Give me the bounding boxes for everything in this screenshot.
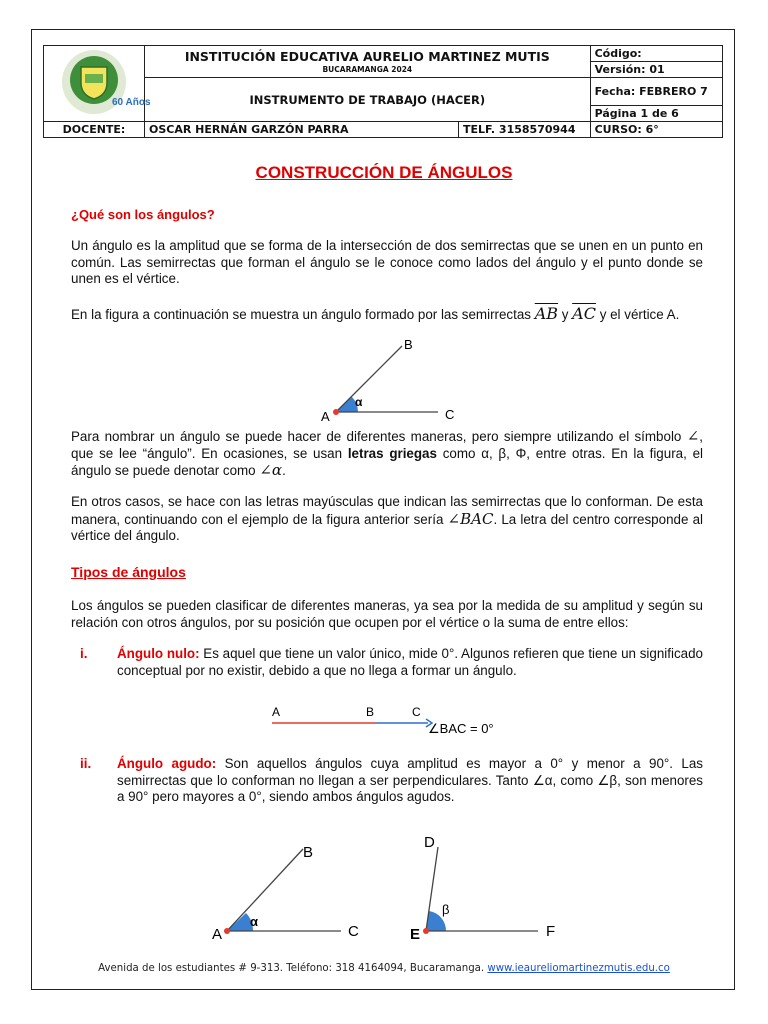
section-heading-types: Tipos de ángulos: [71, 564, 186, 580]
version-cell: Versión: 01: [590, 62, 722, 78]
logo-cell: [44, 46, 151, 122]
figure-acute-beta: [400, 825, 570, 945]
text-fragment: Es aquel que tiene un valor único, mide 0°. Algunos refieren que tiene un significado conceptual por no existir, debido a que no llega a formar un ángulo.: [117, 646, 703, 678]
text-fragment: , que se lee “ángulo”. En ocasiones, se usan: [71, 429, 703, 461]
ray-ab: $\overline{AB}$: [534, 304, 559, 323]
text-fragment: y: [558, 307, 573, 322]
page-cell: Página 1 de 6: [590, 106, 722, 122]
text-fragment: .: [282, 463, 286, 478]
figure-null-angle: [260, 700, 510, 740]
text-fragment: , son menores a 90° pero mayores a 0°, siendo ambos ángulos agudos.: [117, 772, 704, 804]
date-cell: Fecha: FEBRERO 7: [590, 78, 722, 106]
bold-greek-letters: letras griegas: [347, 445, 437, 461]
page-title: CONSTRUCCIÓN DE ÁNGULOS: [255, 163, 513, 182]
label-bac-zero: ∠BAC = 0°: [428, 721, 494, 736]
footer-address: Avenida de los estudiantes # 9-313. Teléfono: 318 4164094, Bucaramanga.: [98, 963, 488, 974]
term-null-angle: Ángulo nulo:: [117, 646, 200, 661]
text-fragment: Para nombrar un ángulo se puede hacer de diferentes maneras, pero siempre utilizando el símbolo: [71, 429, 687, 444]
vertex-point: [224, 928, 230, 934]
code-cell: Código:: [590, 46, 722, 62]
section-heading-what: ¿Qué son los ángulos?: [71, 207, 215, 222]
text-fragment: y el vértice A.: [595, 307, 680, 322]
text-fragment: . La letra del centro corresponde al vértice del ángulo.: [71, 511, 704, 543]
label-a: A: [321, 409, 330, 424]
angle-beta: ∠β: [597, 772, 618, 788]
label-f: F: [546, 923, 556, 940]
institution-name: INSTITUCIÓN EDUCATIVA AURELIO MARTINEZ MUTIS: [184, 49, 550, 64]
ray-ac: $\overline{AC}$: [572, 304, 596, 323]
label-beta: β: [442, 902, 450, 917]
header-table: [43, 45, 723, 138]
phone-cell: TELF. 3158570944: [459, 122, 591, 138]
figure-acute-alpha: [205, 835, 370, 945]
label-alpha: α: [355, 395, 363, 409]
text-fragment: En otros casos, se hace con las letras mayúsculas que indican las semirrectas que lo conforman. De esta manera, continuando con el ejemplo de la figura anterior sería: [71, 494, 703, 527]
paragraph-figure-intro: [71, 306, 703, 324]
term-acute-angle: Ángulo agudo:: [117, 756, 217, 771]
label-d: D: [424, 834, 435, 851]
angle-alpha: ∠α: [532, 772, 553, 788]
label-b: B: [404, 337, 413, 352]
label-c: C: [445, 407, 455, 422]
label-a: A: [272, 705, 281, 719]
list-marker-ii: ii.: [80, 756, 92, 771]
ray-ab-line: [336, 346, 402, 412]
angle-bac: ∠BAC: [447, 509, 494, 528]
institution-cell: [145, 46, 591, 78]
paragraph-naming: [71, 428, 703, 480]
grade-cell: CURSO: 6°: [590, 122, 722, 138]
school-logo-icon: [59, 47, 151, 117]
label-alpha: α: [250, 914, 258, 929]
text-fragment: En la figura a continuación se muestra un ángulo formado por las semirrectas: [71, 307, 535, 322]
angle-symbol: ∠: [686, 427, 700, 445]
logo-label: 60 Años: [112, 97, 151, 108]
vertex-point: [423, 928, 429, 934]
label-b: B: [366, 705, 375, 719]
label-e: E: [410, 926, 421, 943]
text-fragment: Son aquellos ángulos cuya amplitud es mayor a 0° y menor a 90°. Las semirrectas que lo conforman no llegan a ser perpendiculares. Tanto: [117, 756, 703, 788]
list-marker-i: i.: [80, 646, 88, 661]
text-fragment: como α, β, Φ, entre otras. En la figura, el ángulo se puede denotar como: [71, 445, 703, 478]
label-c: C: [348, 923, 359, 940]
paragraph-letters: [71, 494, 703, 545]
figure-angle-bac: [300, 335, 480, 425]
document-title: INSTRUMENTO DE TRABAJO (HACER): [145, 78, 591, 122]
teacher-name: OSCAR HERNÁN GARZÓN PARRA: [145, 122, 459, 138]
label-a: A: [212, 926, 223, 943]
vertex-point: [333, 409, 339, 415]
list-item-null-angle: [117, 646, 703, 679]
paragraph-definition: Un ángulo es la amplitud que se forma de la intersección de dos semirrectas que se unen en un punto en común. Las semirrectas que forman el ángulo se le conoce como lados del ángulo y el punto donde se unen es el vértice.: [71, 238, 703, 286]
ray-ab-line: [227, 849, 303, 931]
angle-alpha: ∠α: [259, 461, 283, 479]
teacher-label: DOCENTE:: [44, 122, 145, 138]
list-item-acute-angle: [117, 756, 703, 806]
footer: [0, 963, 768, 974]
footer-website-link[interactable]: www.ieaureliomartinezmutis.edu.co: [487, 963, 670, 974]
paragraph-types-intro: Los ángulos se pueden clasificar de diferentes maneras, ya sea por la medida de su amplitud y según su relación con otros ángulos, por su posición que ocupen por el vértice o la suma de entre ellos:: [71, 598, 703, 630]
label-b: B: [303, 844, 314, 861]
label-c: C: [412, 705, 421, 719]
text-fragment: , como: [552, 772, 598, 788]
institution-city: BUCARAMANGA 2024: [322, 64, 413, 74]
